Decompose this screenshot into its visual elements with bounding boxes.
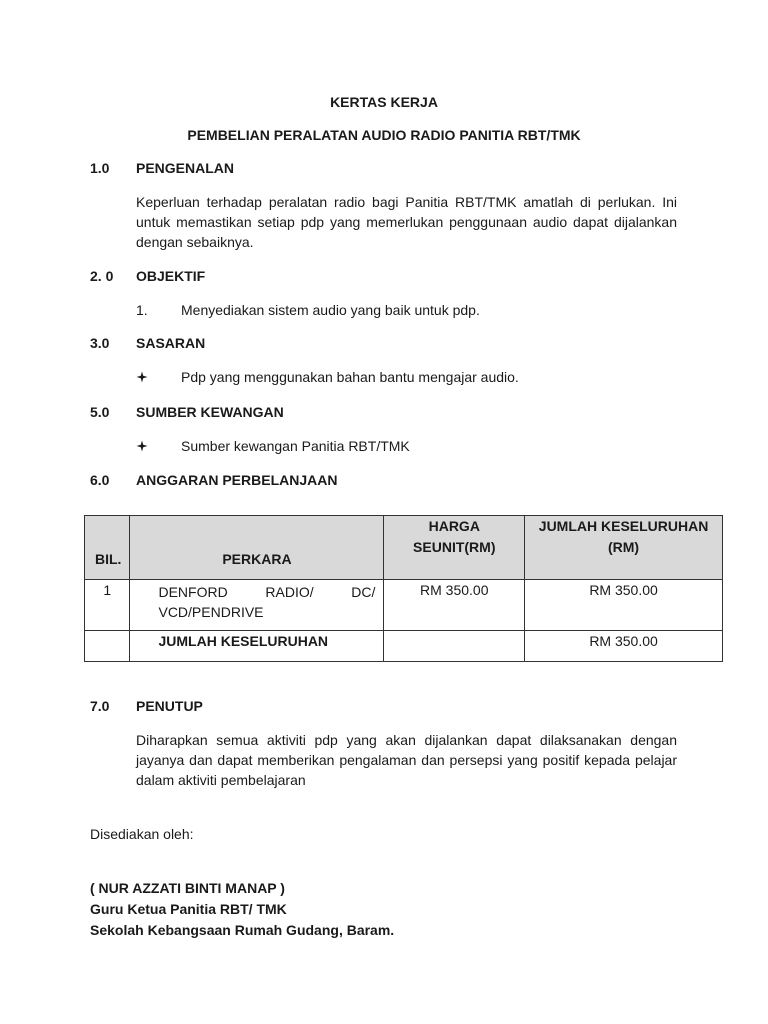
diamond-bullet-icon: [136, 439, 148, 455]
cell-harga: RM 350.00: [384, 580, 525, 631]
section-number-objective: 2. 0: [90, 268, 114, 284]
cell-total-label: JUMLAH KESELURUHAN: [130, 631, 384, 662]
section-title-budget: ANGGARAN PERBELANJAAN: [136, 472, 338, 488]
header-jumlah: JUMLAH KESELURUHAN (RM): [525, 516, 723, 580]
cell-empty: [85, 631, 130, 662]
funding-item-text: Sumber kewangan Panitia RBT/TMK: [181, 438, 410, 454]
section-title-funding: SUMBER KEWANGAN: [136, 404, 284, 420]
diamond-bullet-icon: [136, 370, 148, 386]
section-number-budget: 6.0: [90, 472, 110, 488]
cell-empty: [384, 631, 525, 662]
section-title-closing: PENUTUP: [136, 698, 203, 714]
document-title: KERTAS KERJA: [330, 94, 438, 110]
signatory-name: ( NUR AZZATI BINTI MANAP ): [90, 880, 285, 896]
cell-bil: 1: [85, 580, 130, 631]
cell-total-value: RM 350.00: [525, 631, 723, 662]
section-title-objective: OBJEKTIF: [136, 268, 206, 284]
table-row: [85, 580, 723, 631]
budget-table: [84, 515, 723, 662]
section-number-intro: 1.0: [90, 160, 110, 176]
section-title-target: SASARAN: [136, 335, 206, 351]
section-title-intro: PENGENALAN: [136, 160, 235, 176]
target-item-text: Pdp yang menggunakan bahan bantu mengajar audio.: [181, 369, 519, 385]
intro-paragraph: Keperluan terhadap peralatan radio bagi Panitia RBT/TMK amatlah di perlukan. Ini untuk memastikan setiap pdp yang memerlukan penggunaan audio dapat dijalankan dengan sebaiknya.: [136, 194, 677, 250]
header-harga: HARGA SEUNIT(RM): [384, 516, 525, 580]
prepared-by-label: Disediakan oleh:: [90, 826, 194, 842]
header-bil: BIL.: [85, 516, 130, 580]
document-subtitle: PEMBELIAN PERALATAN AUDIO RADIO PANITIA RBT/TMK: [187, 127, 581, 143]
section-number-closing: 7.0: [90, 698, 110, 714]
cell-perkara: DENFORD RADIO/ DC/ VCD/PENDRIVE: [130, 580, 384, 631]
table-total-row: [85, 631, 723, 662]
signatory-position: Guru Ketua Panitia RBT/ TMK: [90, 901, 287, 917]
objective-item-marker: 1.: [136, 302, 148, 318]
cell-jumlah: RM 350.00: [525, 580, 723, 631]
section-number-funding: 5.0: [90, 404, 110, 420]
closing-paragraph: Diharapkan semua aktiviti pdp yang akan dijalankan dapat dilaksanakan dengan jayanya dan dapat memberikan pengalaman dan persepsi yang positif kepada pelajar dalam aktiviti pembelajaran: [136, 732, 677, 788]
header-perkara: PERKARA: [130, 516, 384, 580]
section-number-target: 3.0: [90, 335, 110, 351]
table-header-row: [85, 516, 723, 580]
objective-item-text: Menyediakan sistem audio yang baik untuk pdp.: [181, 302, 480, 318]
signatory-school: Sekolah Kebangsaan Rumah Gudang, Baram.: [90, 922, 395, 938]
